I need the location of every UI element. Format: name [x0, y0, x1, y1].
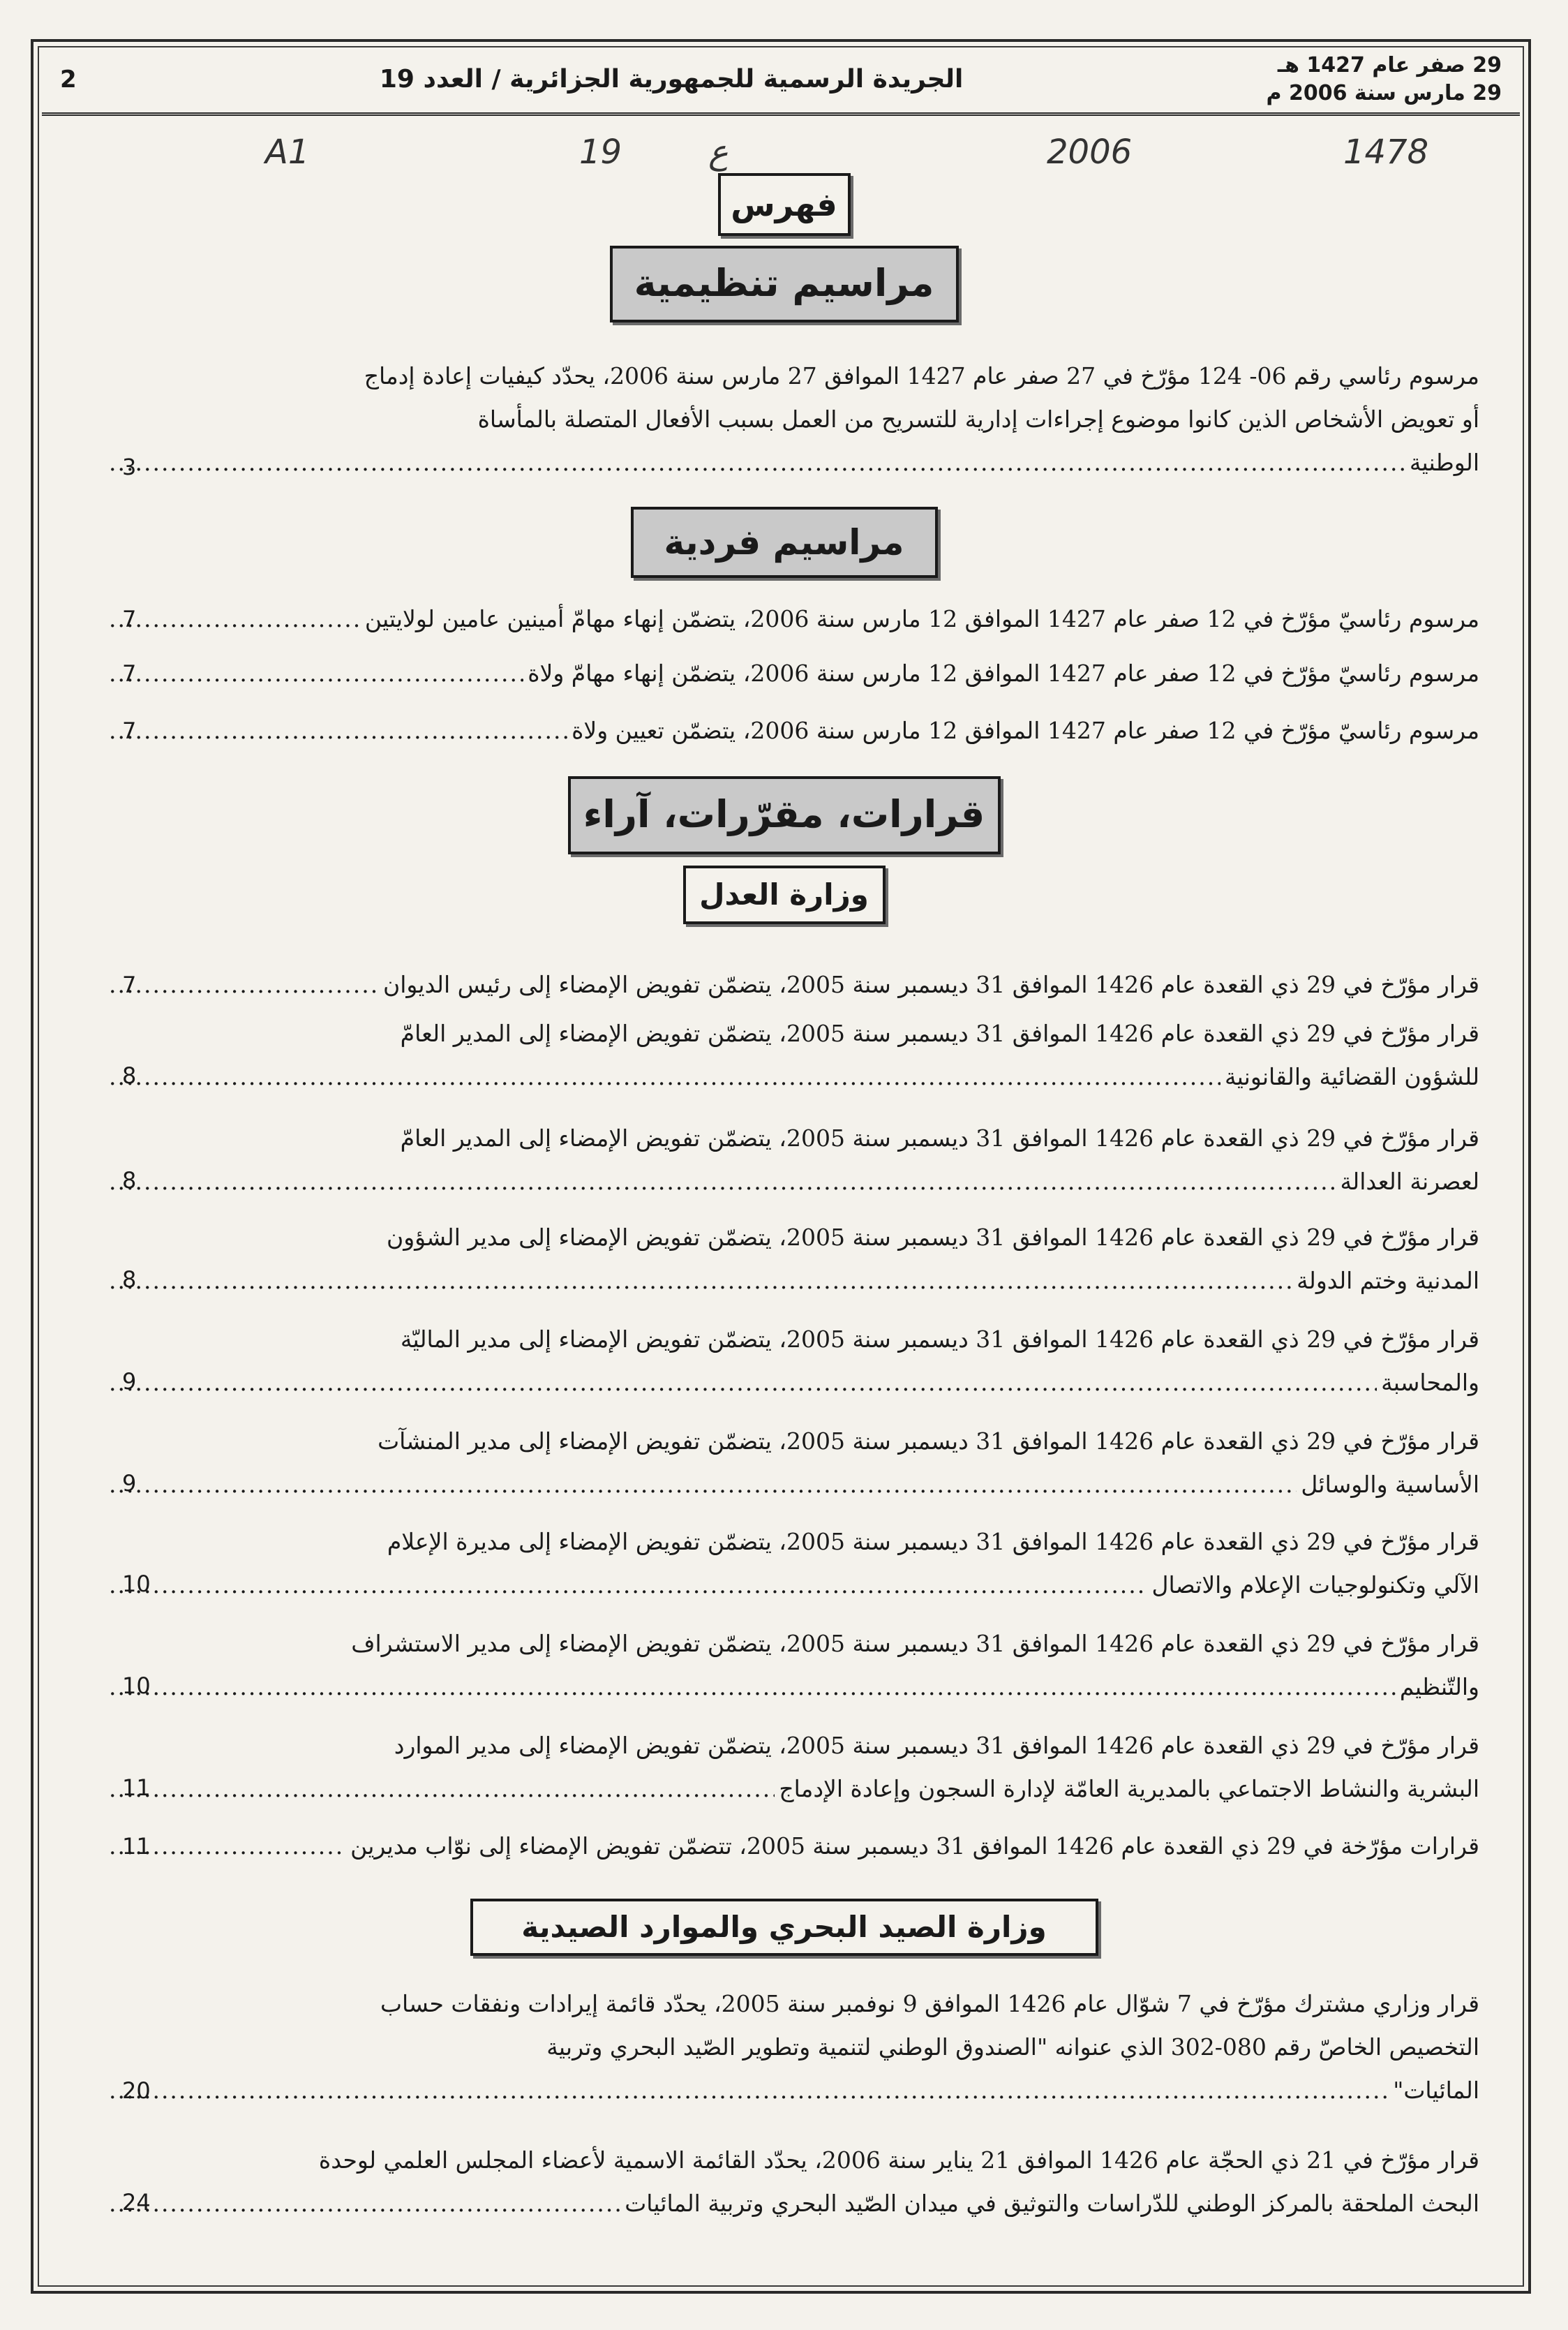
entry-text: للشؤون القضائية والقانونية: [1224, 1063, 1479, 1090]
entry-line: قرار وزاري مشترك مؤرّخ في 7 شوّال عام 1426 الموافق 9 نوفمبر سنة 2005، يحدّد قائمة إيرادات ونفقات حساب: [380, 1990, 1479, 2017]
toc-entry: [105, 1420, 1479, 1506]
entry-text: مرسوم رئاسيّ مؤرّخ في 12 صفر عام 1427 الموافق 12 مارس سنة 2006، يتضمّن إنهاء مهامّ ولاة: [528, 660, 1479, 687]
leader-dots: [109, 1665, 1396, 1709]
leader-dots: [109, 709, 567, 752]
entry-page-number: 11: [122, 1833, 151, 1860]
entry-text: مرسوم رئاسيّ مؤرّخ في 12 صفر عام 1427 الموافق 12 مارس سنة 2006، يتضمّن تعيين ولاة: [572, 717, 1479, 744]
entry-last-line: [105, 1055, 1479, 1099]
entry-last-line: [105, 441, 1479, 484]
entry-last-line: [105, 1160, 1479, 1203]
handwritten-note-e: 1478: [1343, 133, 1429, 172]
leader-dots: [109, 1259, 1292, 1303]
entry-line: قرار مؤرّخ في 29 ذي القعدة عام 1426 الموافق 31 ديسمبر سنة 2005، يتضمّن تفويض الإمضاء إلى مدير الاستشراف: [351, 1630, 1479, 1657]
ministry-fisheries-heading: وزارة الصيد البحري والموارد الصيدية: [470, 1899, 1098, 1956]
entry-last-line: [105, 963, 1479, 1007]
entry-page-number: 10: [122, 1672, 151, 1699]
entry-last-line: [105, 1665, 1479, 1709]
leader-dots: [109, 1160, 1336, 1203]
handwritten-note-d: 2006: [1047, 133, 1133, 172]
leader-dots: [109, 1767, 775, 1811]
toc-entry: [105, 1117, 1479, 1203]
leader-dots: [109, 1564, 1147, 1607]
entry-page-number: 8: [122, 1062, 137, 1089]
entry-last-line: [105, 1767, 1479, 1811]
leader-dots: [109, 1463, 1297, 1506]
entry-last-line: [105, 1463, 1479, 1506]
entry-last-line: [105, 652, 1479, 695]
entry-page-number: 7: [122, 606, 137, 632]
entry-page-number: 3: [122, 454, 137, 480]
entry-last-line: [105, 1361, 1479, 1404]
issue-date: [1267, 52, 1502, 107]
entry-text: الأساسية والوسائل: [1301, 1471, 1479, 1498]
entry-text: البشرية والنشاط الاجتماعي بالمديرية العامّة لإدارة السجون وإعادة الإدماج: [779, 1775, 1479, 1802]
entry-text: البحث الملحقة بالمركز الوطني للدّراسات والتوثيق في ميدان الصّيد البحري وتربية المائيات: [625, 2190, 1479, 2217]
entry-line: قرار مؤرّخ في 29 ذي القعدة عام 1426 الموافق 31 ديسمبر سنة 2005، يتضمّن تفويض الإمضاء إلى مدير الماليّة: [400, 1326, 1479, 1353]
entry-page-number: 9: [122, 1368, 137, 1395]
entry-page-number: 7: [122, 972, 137, 998]
gazette-header: [42, 46, 1520, 116]
entry-text: قرارات مؤرّخة في 29 ذي القعدة عام 1426 الموافق 31 ديسمبر سنة 2005، تتضمّن تفويض الإمضاء إلى نوّاب مديرين: [350, 1832, 1479, 1860]
gazette-title: الجريدة الرسمية للجمهورية الجزائرية / العدد 19: [379, 65, 964, 94]
entry-text: الوطنية: [1409, 449, 1479, 476]
entry-text: الآلي وتكنولوجيات الإعلام والاتصال: [1151, 1571, 1479, 1598]
entry-page-number: 8: [122, 1266, 137, 1293]
toc-entry: [105, 355, 1479, 484]
leader-dots: [109, 963, 379, 1007]
section-individual-decrees: مراسيم فردية: [631, 507, 938, 578]
entry-line: التخصيص الخاصّ رقم 080-302 الذي عنوانه "الصندوق الوطني لتنمية وتطوير الصّيد البحري وتربية: [546, 2033, 1479, 2061]
toc-entry: [105, 1724, 1479, 1811]
handwritten-note-a: A1: [265, 133, 310, 172]
toc-entry: [105, 2139, 1479, 2225]
toc-entry: [105, 1982, 1479, 2112]
entry-page-number: 24: [122, 2189, 151, 2216]
entry-last-line: [105, 598, 1479, 641]
entry-page-number: 7: [122, 660, 137, 687]
entry-line: مرسوم رئاسي رقم 06- 124 مؤرّخ في 27 صفر عام 1427 الموافق 27 مارس سنة 2006، يحدّد كيفيات إعادة إدماج: [364, 362, 1479, 389]
entry-line: قرار مؤرّخ في 29 ذي القعدة عام 1426 الموافق 31 ديسمبر سنة 2005، يتضمّن تفويض الإمضاء إلى مدير المنشآت: [378, 1427, 1479, 1455]
entry-line: قرار مؤرّخ في 21 ذي الحجّة عام 1426 الموافق 21 يناير سنة 2006، يحدّد القائمة الاسمية لأعضاء المجلس العلمي لوحدة: [318, 2146, 1479, 2174]
toc-entry: [105, 598, 1479, 641]
leader-dots: [109, 652, 523, 695]
toc-entry: [105, 1012, 1479, 1099]
entry-text: مرسوم رئاسيّ مؤرّخ في 12 صفر عام 1427 الموافق 12 مارس سنة 2006، يتضمّن إنهاء مهامّ أمينين عامين لولايتين: [364, 605, 1479, 632]
leader-dots: [109, 441, 1405, 484]
entry-line: قرار مؤرّخ في 29 ذي القعدة عام 1426 الموافق 31 ديسمبر سنة 2005، يتضمّن تفويض الإمضاء إلى المدير العامّ: [400, 1125, 1479, 1152]
ministry-justice-heading: وزارة العدل: [683, 866, 886, 924]
entry-last-line: [105, 1564, 1479, 1607]
entry-text: لعصرنة العدالة: [1340, 1168, 1479, 1195]
leader-dots: [109, 2182, 620, 2225]
section-regulatory-decrees: مراسيم تنظيمية: [610, 246, 959, 322]
entry-last-line: [105, 2069, 1479, 2112]
handwritten-note-b: 19: [579, 133, 622, 172]
entry-last-line: [105, 2182, 1479, 2225]
date-gregorian: 29 مارس سنة 2006 م: [1266, 80, 1502, 105]
leader-dots: [109, 598, 361, 641]
entry-text: المائيات": [1393, 2077, 1479, 2104]
entry-text: المدنية وختم الدولة: [1297, 1267, 1479, 1294]
leader-dots: [109, 2069, 1389, 2112]
entry-text: قرار مؤرّخ في 29 ذي القعدة عام 1426 الموافق 31 ديسمبر سنة 2005، يتضمّن تفويض الإمضاء إلى رئيس الديوان: [382, 971, 1479, 998]
entry-last-line: [105, 1259, 1479, 1303]
entry-line: قرار مؤرّخ في 29 ذي القعدة عام 1426 الموافق 31 ديسمبر سنة 2005، يتضمّن تفويض الإمضاء إلى مدير الموارد: [394, 1732, 1479, 1759]
entry-page-number: 10: [122, 1571, 151, 1597]
entry-line: قرار مؤرّخ في 29 ذي القعدة عام 1426 الموافق 31 ديسمبر سنة 2005، يتضمّن تفويض الإمضاء إلى مدير الشؤون: [387, 1224, 1479, 1251]
entry-last-line: [105, 1825, 1479, 1868]
toc-entry: [105, 1520, 1479, 1607]
entry-page-number: 8: [122, 1167, 137, 1194]
date-hijri: 29 صفر عام 1427 هـ: [1277, 52, 1502, 77]
entry-page-number: 9: [122, 1470, 137, 1497]
entry-last-line: [105, 709, 1479, 752]
leader-dots: [109, 1361, 1377, 1404]
entry-page-number: 11: [122, 1774, 151, 1801]
page-number: 2: [60, 65, 77, 94]
section-decisions: قرارات، مقرّرات، آراء: [568, 776, 1001, 854]
toc-title: فهرس: [718, 173, 851, 236]
entry-text: والتّنظيم: [1399, 1673, 1479, 1700]
toc-entry: [105, 652, 1479, 695]
entry-line: قرار مؤرّخ في 29 ذي القعدة عام 1426 الموافق 31 ديسمبر سنة 2005، يتضمّن تفويض الإمضاء إلى مديرة الإعلام: [387, 1528, 1479, 1555]
leader-dots: [109, 1055, 1220, 1099]
toc-entry: [105, 709, 1479, 752]
toc-entry: [105, 1825, 1479, 1868]
toc-entry: [105, 963, 1479, 1007]
entry-text: والمحاسبة: [1381, 1369, 1479, 1396]
toc-entry: [105, 1318, 1479, 1404]
toc-entry: [105, 1622, 1479, 1709]
toc-entry: [105, 1216, 1479, 1303]
handwritten-note-c: ع: [708, 133, 729, 172]
entry-line: أو تعويض الأشخاص الذين كانوا موضوع إجراءات إدارية للتسريح من العمل بسبب الأفعال المتصلة بالمأساة: [477, 406, 1479, 433]
entry-line: قرار مؤرّخ في 29 ذي القعدة عام 1426 الموافق 31 ديسمبر سنة 2005، يتضمّن تفويض الإمضاء إلى المدير العامّ: [400, 1020, 1479, 1047]
entry-page-number: 20: [122, 2077, 151, 2104]
entry-page-number: 7: [122, 718, 137, 744]
